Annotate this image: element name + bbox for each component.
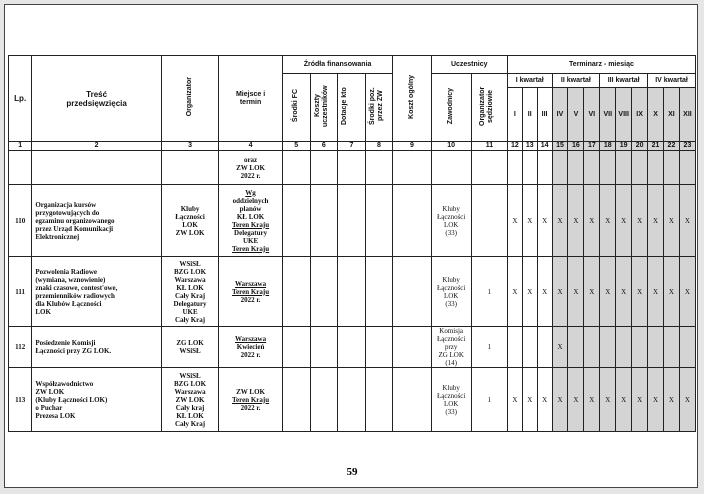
- row-financing-cell: [365, 327, 393, 368]
- row-month-mark: X: [552, 327, 568, 368]
- row-financing-cell: [282, 327, 310, 368]
- row-judges: 1: [471, 257, 507, 327]
- row-description: [32, 327, 162, 368]
- row-participants-line: (33): [445, 228, 457, 237]
- row-organizer-line: Cały Kraj: [174, 291, 206, 300]
- row-month-mark: X: [616, 368, 632, 432]
- row-participants-line: Kluby: [442, 204, 460, 213]
- header-month: V: [568, 88, 584, 142]
- row-koszt: [393, 327, 431, 368]
- header-zrodla: Źródła finansowania: [282, 56, 392, 74]
- header-month: VIII: [616, 88, 632, 142]
- column-number: 21: [648, 142, 664, 151]
- row-participants: [431, 327, 471, 368]
- row-organizer-line: Kluby: [180, 204, 200, 213]
- row-month-mark: X: [632, 257, 648, 327]
- row-month-mark: X: [679, 368, 695, 432]
- row-description: [32, 185, 162, 257]
- row-organizer-line: ZW LOK: [175, 228, 205, 237]
- row-organizer-line: Cały Kraj: [174, 315, 206, 324]
- row-organizer-line: LOK: [182, 220, 198, 229]
- column-number: 13: [522, 142, 537, 151]
- header-srodki-fc: Środki FC: [282, 74, 310, 142]
- row-organizer: [161, 151, 218, 185]
- row-participants-line: (33): [445, 299, 457, 308]
- row-organizer-line: BZG LOK: [173, 267, 207, 276]
- row-month-mark: [584, 151, 600, 185]
- row-place: [219, 368, 283, 432]
- row-month-mark: X: [648, 368, 664, 432]
- row-koszt: [393, 257, 431, 327]
- header-month: VII: [600, 88, 616, 142]
- row-month-mark: X: [648, 257, 664, 327]
- row-place: [219, 185, 283, 257]
- column-number: 7: [338, 142, 366, 151]
- row-place-line: KŁ LOK: [236, 212, 265, 221]
- row-month-mark: [600, 327, 616, 368]
- row-financing-cell: [282, 185, 310, 257]
- table-body: [9, 151, 696, 432]
- row-description-line: przez Urząd Komunikacji: [35, 224, 114, 233]
- plan-table: [8, 55, 696, 432]
- header-kwartal-2: II kwartał: [552, 74, 600, 88]
- row-description-line: przemienników radiowych: [35, 291, 115, 300]
- header-tresc: Treść przedsięwzięcia: [32, 56, 162, 142]
- row-description-line: ZW LOK: [35, 387, 65, 396]
- header-zawodnicy: Zawodnicy: [431, 74, 471, 142]
- row-organizer-line: WSiSŁ: [179, 259, 201, 268]
- row-month-mark: [522, 151, 537, 185]
- header-month: II: [522, 88, 537, 142]
- row-month-mark: X: [679, 185, 695, 257]
- row-participants: [431, 368, 471, 432]
- row-month-mark: X: [584, 185, 600, 257]
- row-month-mark: [679, 327, 695, 368]
- column-number: 16: [568, 142, 584, 151]
- row-place-line: planów: [239, 204, 262, 213]
- row-month-mark: X: [568, 368, 584, 432]
- row-place: [219, 327, 283, 368]
- row-participants-line: Komisja: [439, 327, 464, 335]
- row-month-mark: [537, 151, 552, 185]
- row-financing-cell: [338, 151, 366, 185]
- row-financing-cell: [310, 257, 338, 327]
- row-place-line: oraz: [243, 155, 258, 164]
- row-place-line: ZW LOK: [236, 387, 265, 396]
- row-organizer-line: WSiSŁ: [179, 371, 201, 380]
- row-financing-cell: [338, 257, 366, 327]
- header-lp: Lp.: [9, 56, 32, 142]
- row-place-line: 2022 r.: [240, 171, 261, 180]
- column-number: 6: [310, 142, 338, 151]
- row-month-mark: X: [584, 368, 600, 432]
- row-place-line: Teren Kraju: [231, 244, 270, 253]
- row-financing-cell: [310, 185, 338, 257]
- row-month-mark: [632, 151, 648, 185]
- row-lp: 113: [9, 368, 32, 432]
- row-month-mark: X: [648, 185, 664, 257]
- row-organizer-line: Delegatury: [173, 299, 207, 308]
- row-month-mark: X: [522, 185, 537, 257]
- row-koszt: [393, 368, 431, 432]
- row-place-line: Warszawa: [235, 279, 267, 288]
- row-place: [219, 257, 283, 327]
- row-participants-line: (33): [445, 407, 457, 416]
- row-place-line: 2022 r.: [240, 351, 261, 359]
- row-lp: [9, 151, 32, 185]
- row-koszt: [393, 185, 431, 257]
- row-financing-cell: [310, 327, 338, 368]
- row-participants-line: Łączności: [436, 391, 466, 400]
- row-participants-line: Łączności: [436, 335, 466, 343]
- column-number: 11: [471, 142, 507, 151]
- row-organizer: [161, 327, 218, 368]
- row-description-line: Pozwolenia Radiowe: [35, 267, 97, 276]
- column-number: 10: [431, 142, 471, 151]
- row-lp: 111: [9, 257, 32, 327]
- header-month: X: [648, 88, 664, 142]
- row-month-mark: X: [552, 368, 568, 432]
- row-description-line: Organizacja kursów: [35, 200, 97, 209]
- row-description-line: dla Klubów Łączności: [35, 299, 102, 308]
- header-koszty-uczestnikow: Koszty uczestników: [310, 74, 338, 142]
- column-number: 2: [32, 142, 162, 151]
- table-row: [9, 151, 696, 185]
- row-organizer: [161, 368, 218, 432]
- row-month-mark: X: [600, 368, 616, 432]
- row-participants-line: (14): [445, 359, 457, 367]
- row-month-mark: [507, 327, 522, 368]
- row-description-line: Posiedzenie Komisji: [35, 339, 96, 347]
- column-number: 15: [552, 142, 568, 151]
- column-number: 17: [584, 142, 600, 151]
- row-description: [32, 257, 162, 327]
- header-month: IV: [552, 88, 568, 142]
- row-description-line: LOK: [35, 307, 51, 316]
- row-month-mark: [663, 327, 679, 368]
- row-month-mark: [600, 151, 616, 185]
- row-month-mark: X: [616, 185, 632, 257]
- row-month-mark: X: [507, 257, 522, 327]
- row-month-mark: X: [600, 257, 616, 327]
- column-number: 1: [9, 142, 32, 151]
- row-description-line: Elektronicznej: [35, 232, 80, 241]
- row-description-line: egzaminu organizowanego: [35, 216, 115, 225]
- row-organizer-line: Warszawa: [174, 387, 206, 396]
- row-month-mark: X: [552, 257, 568, 327]
- row-month-mark: [616, 151, 632, 185]
- row-financing-cell: [365, 185, 393, 257]
- row-description-line: (wymiana, wznowienie): [35, 275, 106, 284]
- row-koszt: [393, 151, 431, 185]
- row-month-mark: X: [663, 185, 679, 257]
- row-description-line: o Puchar: [35, 403, 63, 412]
- row-month-mark: X: [632, 368, 648, 432]
- table-header: [9, 56, 696, 151]
- header-terminarz: Terminarz - miesiąc: [507, 56, 695, 74]
- row-place-line: Teren Kraju: [231, 395, 270, 404]
- column-number: 20: [632, 142, 648, 151]
- row-place-line: Wg: [245, 188, 256, 197]
- table-row: [9, 327, 696, 368]
- row-financing-cell: [338, 368, 366, 432]
- row-description-line: przygotowujących do: [35, 208, 100, 217]
- header-miejsce: Miejsce i termin: [219, 56, 283, 142]
- row-place-line: Teren Kraju: [231, 220, 270, 229]
- header-kwartal-1: I kwartał: [507, 74, 552, 88]
- row-month-mark: X: [679, 257, 695, 327]
- row-lp: 112: [9, 327, 32, 368]
- row-month-mark: [648, 151, 664, 185]
- row-participants: [431, 185, 471, 257]
- header-koszt-ogolny: Koszt ogólny: [393, 56, 431, 142]
- header-srodki-poz: Środki poz. przez ZW: [365, 74, 393, 142]
- row-month-mark: X: [552, 185, 568, 257]
- row-financing-cell: [365, 368, 393, 432]
- row-judges: 1: [471, 368, 507, 432]
- row-participants-line: Łączności: [436, 283, 466, 292]
- row-month-mark: X: [507, 368, 522, 432]
- row-description-line: znaki czasowe, contest'owe,: [35, 283, 118, 292]
- header-month: XII: [679, 88, 695, 142]
- row-organizer: [161, 185, 218, 257]
- row-participants: [431, 257, 471, 327]
- table-row: [9, 185, 696, 257]
- row-month-mark: [648, 327, 664, 368]
- row-organizer-line: ZG LOK: [176, 339, 204, 347]
- row-place-line: Warszawa: [235, 335, 267, 343]
- header-month: IX: [632, 88, 648, 142]
- row-judges: [471, 151, 507, 185]
- row-month-mark: X: [584, 257, 600, 327]
- row-description-line: Współzawodnictwo: [35, 379, 94, 388]
- row-description-line: Łączności przy ZG LOK.: [35, 347, 112, 355]
- row-financing-cell: [365, 151, 393, 185]
- row-description-line: Prezesa LOK: [35, 411, 76, 420]
- table-row: [9, 257, 696, 327]
- row-participants: [431, 151, 471, 185]
- row-month-mark: [632, 327, 648, 368]
- row-financing-cell: [338, 327, 366, 368]
- column-number: 23: [679, 142, 695, 151]
- row-judges: 1: [471, 327, 507, 368]
- row-month-mark: [537, 327, 552, 368]
- row-month-mark: X: [568, 257, 584, 327]
- column-number: 12: [507, 142, 522, 151]
- row-participants-line: Łączności: [436, 212, 466, 221]
- column-number: 5: [282, 142, 310, 151]
- row-month-mark: [552, 151, 568, 185]
- row-organizer-line: Cały kraj: [175, 403, 205, 412]
- row-month-mark: [663, 151, 679, 185]
- row-description: [32, 368, 162, 432]
- row-participants-line: Kluby: [442, 275, 460, 284]
- row-place-line: 2022 r.: [240, 403, 261, 412]
- row-financing-cell: [338, 185, 366, 257]
- row-financing-cell: [282, 151, 310, 185]
- row-place: [219, 151, 283, 185]
- row-organizer-line: KŁ LOK: [176, 411, 204, 420]
- column-number: 3: [161, 142, 218, 151]
- page-number: 59: [346, 466, 358, 478]
- row-organizer-line: KŁ LOK: [176, 283, 204, 292]
- row-month-mark: [507, 151, 522, 185]
- row-organizer: [161, 257, 218, 327]
- row-month-mark: X: [522, 257, 537, 327]
- row-month-mark: X: [537, 185, 552, 257]
- header-organizator-sedziowie: Organizator sędziowie: [471, 74, 507, 142]
- row-participants-line: LOK: [443, 291, 459, 300]
- row-month-mark: X: [537, 368, 552, 432]
- column-number: 4: [219, 142, 283, 151]
- row-lp: 110: [9, 185, 32, 257]
- row-place-line: Kwiecień: [236, 343, 265, 351]
- row-month-mark: X: [537, 257, 552, 327]
- row-month-mark: X: [507, 185, 522, 257]
- row-month-mark: X: [632, 185, 648, 257]
- row-place-line: Delegatury: [234, 228, 268, 237]
- column-number: 8: [365, 142, 393, 151]
- row-month-mark: [616, 327, 632, 368]
- row-participants-line: Kluby: [442, 383, 460, 392]
- row-participants-line: przy: [444, 343, 458, 351]
- row-month-mark: X: [663, 368, 679, 432]
- column-number: 14: [537, 142, 552, 151]
- column-number: 22: [663, 142, 679, 151]
- row-month-mark: [568, 151, 584, 185]
- header-month: I: [507, 88, 522, 142]
- row-month-mark: X: [522, 368, 537, 432]
- row-month-mark: [568, 327, 584, 368]
- header-kwartal-4: IV kwartał: [648, 74, 696, 88]
- row-financing-cell: [282, 368, 310, 432]
- header-month: III: [537, 88, 552, 142]
- row-participants-line: ZG LOK: [438, 351, 464, 359]
- row-month-mark: [679, 151, 695, 185]
- row-participants-line: LOK: [443, 220, 459, 229]
- header-uczestnicy: Uczestnicy: [431, 56, 507, 74]
- row-description-line: (Kluby Łączności LOK): [35, 395, 108, 404]
- column-number: 9: [393, 142, 431, 151]
- row-month-mark: X: [663, 257, 679, 327]
- row-month-mark: X: [600, 185, 616, 257]
- row-month-mark: X: [616, 257, 632, 327]
- row-organizer-line: BZG LOK: [173, 379, 207, 388]
- row-place-line: UKE: [242, 236, 259, 245]
- row-judges: [471, 185, 507, 257]
- row-month-mark: [522, 327, 537, 368]
- row-organizer-line: Cały Kraj: [174, 419, 206, 428]
- row-participants-line: LOK: [443, 399, 459, 408]
- row-financing-cell: [310, 151, 338, 185]
- header-kwartal-3: III kwartał: [600, 74, 648, 88]
- header-organizator: Organizator: [161, 56, 218, 142]
- row-month-mark: X: [568, 185, 584, 257]
- row-financing-cell: [365, 257, 393, 327]
- row-month-mark: [584, 327, 600, 368]
- row-financing-cell: [310, 368, 338, 432]
- header-month: XI: [663, 88, 679, 142]
- row-organizer-line: UKE: [182, 307, 198, 316]
- row-financing-cell: [282, 257, 310, 327]
- row-organizer-line: ZW LOK: [175, 395, 205, 404]
- row-organizer-line: Warszawa: [174, 275, 206, 284]
- table-row: [9, 368, 696, 432]
- row-organizer-line: Łączności: [175, 212, 205, 221]
- row-place-line: Teren Kraju: [231, 287, 270, 296]
- row-place-line: oddzielnych: [232, 196, 269, 205]
- row-place-line: ZW LOK: [236, 163, 265, 172]
- header-dotacje: Dotacje kto: [338, 74, 366, 142]
- column-number: 19: [616, 142, 632, 151]
- column-number: 18: [600, 142, 616, 151]
- row-description: [32, 151, 162, 185]
- row-place-line: 2022 r.: [240, 295, 261, 304]
- header-month: VI: [584, 88, 600, 142]
- row-organizer-line: WSiSŁ: [179, 347, 201, 355]
